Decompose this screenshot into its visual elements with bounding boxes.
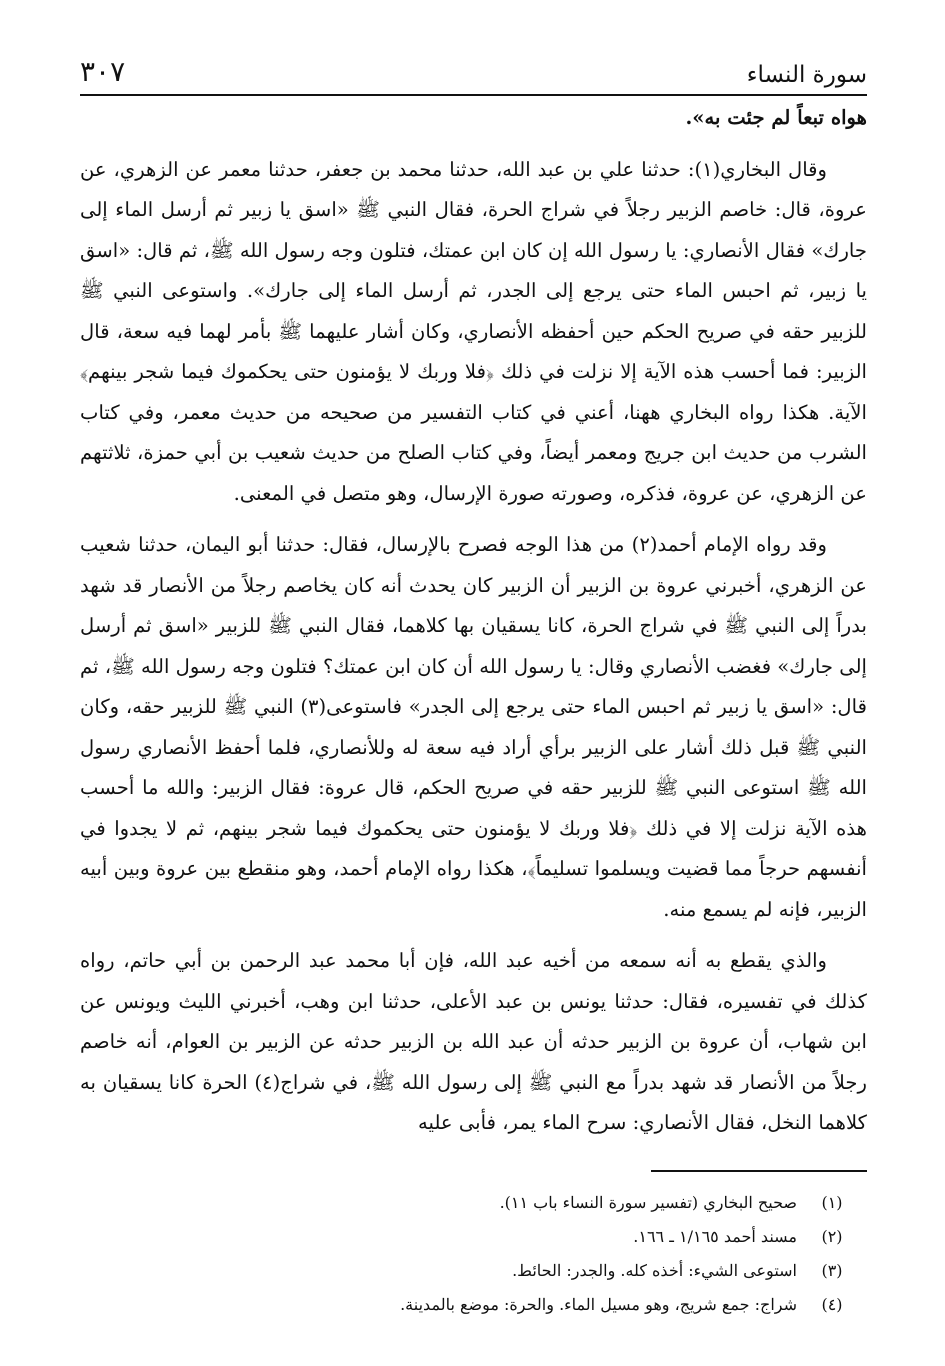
paragraph-1: هواه تبعاً لم جئت به». (685, 106, 867, 129)
footnote-1 (80, 1186, 867, 1220)
footnotes (80, 1186, 867, 1322)
footnote-number: (٣) (821, 1261, 843, 1280)
footnote-number: (٤) (821, 1295, 843, 1314)
paragraph-2: وقال البخاري(١): حدثنا علي بن عبد الله، حدثنا محمد بن جعفر، حدثنا معمر عن الزهري، عن عروة، قال: خاصم الزبير رجلاً في شراج الحرة، فقال النبي ﷺ «اسق يا زبير ثم أرسل الماء إلى جارك» فقال الأنصاري: يا رسول الله إن كان ابن عمتك، فتلون وجه رسول الله ﷺ، ثم قال: «اسق يا زبير، ثم احبس الماء حتى يرجع إلى الجدر، ثم أرسل الماء إلى جارك». واستوعى النبي ﷺ للزبير حقه في صريح الحكم حين أحفظه الأنصاري، وكان أشار عليهما ﷺ بأمر لهما فيه سعة، قال الزبير: فما أحسب هذه الآية إلا نزلت في ذلك ﴿فلا وربك لا يؤمنون حتى يحكموك فيما شجر بينهم﴾ الآية. هكذا رواه البخاري ههنا، أعني في كتاب التفسير من صحيحه من حديث معمر، وفي كتاب الشرب من حديث ابن جريج ومعمر أيضاً، وفي كتاب الصلح من حديث شعيب بن أبي حمزة، ثلاثتهم عن الزهري، عن عروة، فذكره، وصورته صورة الإرسال، وهو متصل في المعنى. (80, 157, 867, 505)
footnote-text: مسند أحمد ١/١٦٥ ـ ١٦٦. (633, 1227, 797, 1246)
footnote-number: (١) (821, 1193, 843, 1212)
paragraph-3: وقد رواه الإمام أحمد(٢) من هذا الوجه فصرح بالإرسال، فقال: حدثنا أبو اليمان، حدثنا شعيب عن الزهري، أخبرني عروة بن الزبير أن الزبير كان يحدث أنه كان يخاصم رجلاً من الأنصار قد شهد بدراً إلى النبي ﷺ في شراج الحرة، كانا يسقيان بها كلاهما، فقال النبي ﷺ للزبير «اسق ثم أرسل إلى جارك» فغضب الأنصاري وقال: يا رسول الله أن كان ابن عمتك؟ فتلون وجه رسول الله ﷺ، ثم قال: «اسق يا زبير ثم احبس الماء حتى يرجع إلى الجدر» فاستوعى(٣) النبي ﷺ للزبير حقه، وكان النبي ﷺ قبل ذلك أشار على الزبير برأي أراد فيه سعة له وللأنصاري، فلما أحفظ الأنصاري رسول الله ﷺ استوعى النبي ﷺ للزبير حقه في صريح الحكم، قال عروة: فقال الزبير: والله ما أحسب هذه الآية نزلت إلا في ذلك ﴿فلا وربك لا يؤمنون حتى يحكموك فيما شجر بينهم، ثم لا يجدوا في أنفسهم حرجاً مما قضيت ويسلموا تسليماً﴾، هكذا رواه الإمام أحمد، وهو منقطع بين عروة وبين أبيه الزبير، فإنه لم يسمع منه. (80, 533, 867, 921)
paragraph-4: والذي يقطع به أنه سمعه من أخيه عبد الله، فإن أبا محمد عبد الرحمن بن أبي حاتم، رواه كذلك في تفسيره، فقال: حدثنا يونس بن عبد الأعلى، حدثنا ابن وهب، أخبرني الليث ويونس عن ابن شهاب، أن عروة بن الزبير حدثه أن عبد الله بن الزبير حدثه عن الزبير بن العوام، أنه خاصم رجلاً من الأنصار قد شهد بدراً مع النبي ﷺ إلى رسول الله ﷺ، في شراج(٤) الحرة كانا يسقيان به كلاهما النخل، فقال الأنصاري: سرح الماء يمر، فأبى عليه (80, 949, 867, 1134)
footnote-text: استوعى الشيء: أخذه كله. والجدر: الحائط. (512, 1261, 797, 1280)
main-text (80, 98, 867, 1155)
page-number: ٣٠٧ (80, 55, 126, 88)
surah-title: سورة النساء (746, 62, 867, 88)
footnote-number: (٢) (821, 1227, 843, 1246)
footnote-2 (80, 1220, 867, 1254)
footnote-text: صحيح البخاري (تفسير سورة النساء باب ١١). (499, 1193, 797, 1212)
running-header (80, 52, 867, 96)
footnote-text: شراج: جمع شريج، وهو مسيل الماء. والحرة: موضع بالمدينة. (400, 1295, 797, 1314)
footnote-4 (80, 1288, 867, 1322)
footnote-separator (651, 1170, 867, 1172)
footnote-3 (80, 1254, 867, 1288)
